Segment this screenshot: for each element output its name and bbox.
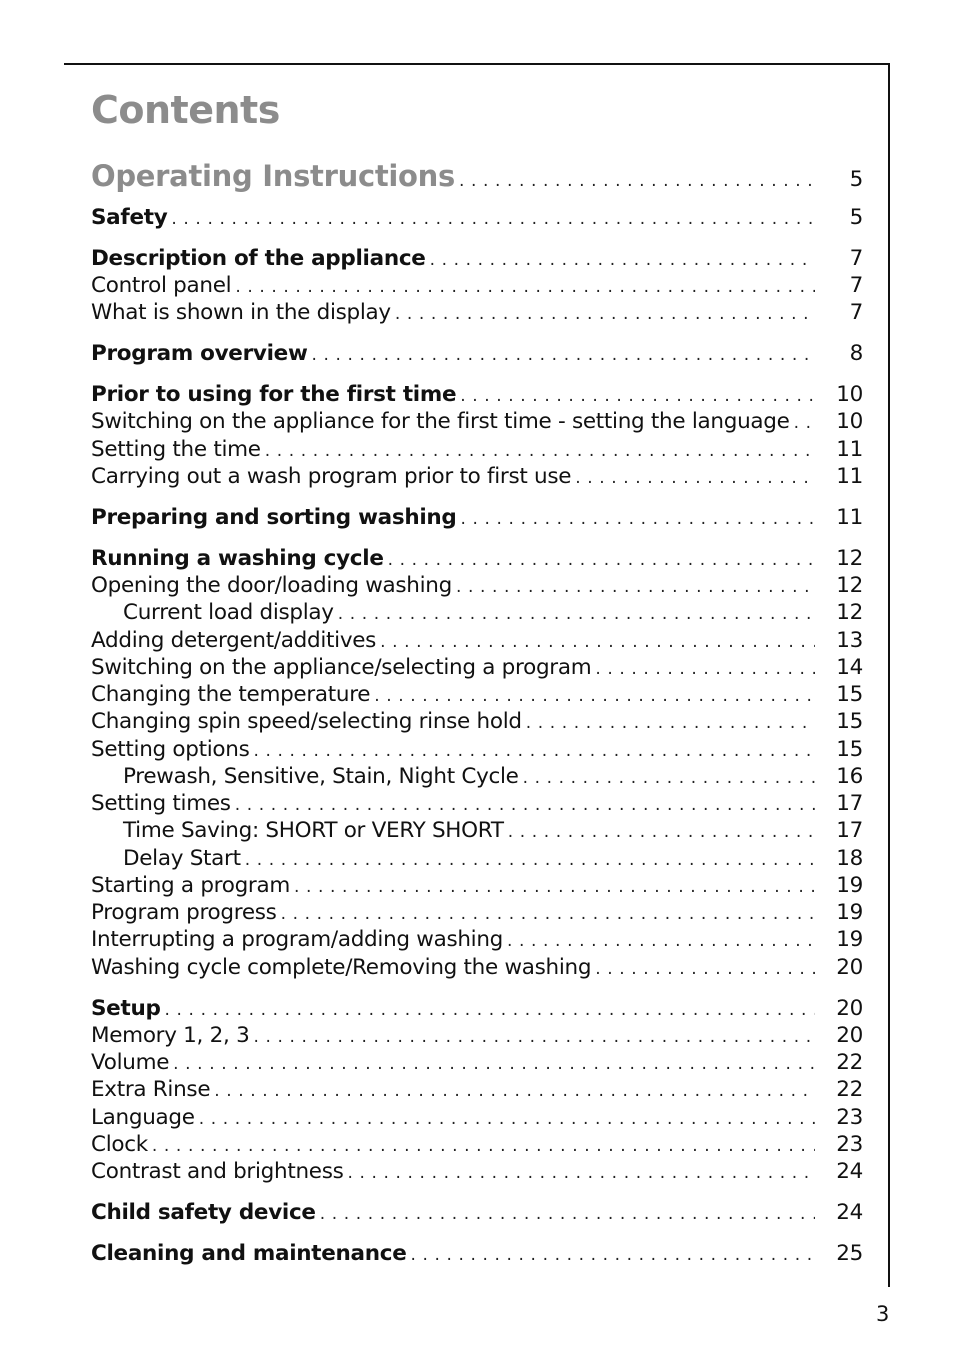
leader-dots xyxy=(461,506,815,533)
leader-dots xyxy=(380,629,815,656)
toc-entry-label: Changing the temperature xyxy=(91,682,371,707)
toc-entry[interactable] xyxy=(91,504,863,531)
toc-entry[interactable] xyxy=(91,708,863,735)
toc-entry-page: 25 xyxy=(836,1241,863,1266)
toc-entry[interactable] xyxy=(91,954,863,981)
toc-entry-label: Prior to using for the first time xyxy=(91,382,457,407)
leader-dots xyxy=(173,1051,815,1078)
toc-entry[interactable] xyxy=(91,1049,863,1076)
leader-dots xyxy=(459,163,815,199)
toc-entry[interactable] xyxy=(91,736,863,763)
leader-dots xyxy=(508,819,815,846)
leader-dots xyxy=(199,1106,815,1133)
toc-entry-page: 13 xyxy=(836,628,863,653)
leader-dots xyxy=(235,274,815,301)
toc-entry-page: 11 xyxy=(836,464,863,489)
toc-entry-label: What is shown in the display xyxy=(91,300,391,325)
leader-dots xyxy=(374,683,815,710)
toc-entry[interactable] xyxy=(91,681,863,708)
toc-entry-label: Setup xyxy=(91,996,161,1021)
toc-entry[interactable] xyxy=(91,245,863,272)
leader-dots xyxy=(253,1024,815,1051)
toc-entry-label: Prewash, Sensitive, Stain, Night Cycle xyxy=(123,764,519,789)
toc-entry-label: Child safety device xyxy=(91,1200,316,1225)
toc-entry-label: Carrying out a wash program prior to first use xyxy=(91,464,572,489)
toc-entry-label: Current load display xyxy=(123,600,334,625)
toc-entry-page: 8 xyxy=(849,341,863,366)
leader-dots xyxy=(281,901,815,928)
leader-dots xyxy=(794,410,815,437)
toc-entry-label: Switching on the appliance for the first time - setting the language xyxy=(91,409,790,434)
toc-entry[interactable] xyxy=(91,1240,863,1267)
leader-dots xyxy=(410,1242,815,1269)
toc-entry-page: 5 xyxy=(849,205,863,230)
toc-entry[interactable] xyxy=(91,1199,863,1226)
leader-dots xyxy=(312,342,815,369)
toc-entry[interactable] xyxy=(91,763,863,790)
toc-entry[interactable] xyxy=(91,1158,863,1185)
toc-entry-page: 15 xyxy=(836,709,863,734)
leader-dots xyxy=(294,874,815,901)
leader-dots xyxy=(214,1078,815,1105)
page-title: Contents xyxy=(91,88,280,132)
leader-dots xyxy=(165,997,815,1024)
leader-dots xyxy=(526,710,815,737)
leader-dots xyxy=(265,438,815,465)
leader-dots xyxy=(245,847,815,874)
leader-dots xyxy=(595,956,815,983)
toc-entry[interactable] xyxy=(91,204,863,231)
toc-entry-label: Adding detergent/additives xyxy=(91,628,377,653)
toc-entry-label: Running a washing cycle xyxy=(91,546,384,571)
leader-dots xyxy=(460,383,815,410)
toc-entry[interactable] xyxy=(91,1022,863,1049)
toc-entry-label: Starting a program xyxy=(91,873,290,898)
top-rule xyxy=(64,63,890,65)
toc-entry-page: 18 xyxy=(836,846,863,871)
toc-entry-page: 23 xyxy=(836,1105,863,1130)
toc-entry-label: Cleaning and maintenance xyxy=(91,1241,407,1266)
toc-entry[interactable] xyxy=(91,899,863,926)
toc-entry-label: Clock xyxy=(91,1132,148,1157)
toc-entry[interactable] xyxy=(91,1131,863,1158)
toc-entry-label: Description of the appliance xyxy=(91,246,426,271)
toc-entry-page: 5 xyxy=(849,167,863,192)
toc-entry-page: 24 xyxy=(836,1200,863,1225)
toc-entry-page: 12 xyxy=(836,600,863,625)
toc-entry-label: Language xyxy=(91,1105,195,1130)
toc-entry[interactable] xyxy=(91,436,863,463)
toc-entry-page: 23 xyxy=(836,1132,863,1157)
toc-entry[interactable] xyxy=(91,572,863,599)
toc-entry-page: 20 xyxy=(836,996,863,1021)
toc-entry-page: 20 xyxy=(836,955,863,980)
toc-entry-page: 10 xyxy=(836,382,863,407)
toc-entry-label: Setting options xyxy=(91,737,250,762)
toc-entry-label: Extra Rinse xyxy=(91,1077,211,1102)
leader-dots xyxy=(388,547,815,574)
toc-entry-page: 7 xyxy=(849,300,863,325)
toc-entry-label: Setting times xyxy=(91,791,231,816)
toc-entry[interactable] xyxy=(91,995,863,1022)
toc-entry-page: 15 xyxy=(836,737,863,762)
toc-entry-page: 17 xyxy=(836,791,863,816)
leader-dots xyxy=(348,1160,815,1187)
toc-entry-label: Safety xyxy=(91,205,168,230)
page-number: 3 xyxy=(876,1302,890,1326)
toc-entry-label: Delay Start xyxy=(123,846,241,871)
toc-entry-page: 7 xyxy=(849,273,863,298)
toc-entry-label: Opening the door/loading washing xyxy=(91,573,452,598)
toc-entry[interactable] xyxy=(91,1076,863,1103)
toc-entry[interactable] xyxy=(91,1104,863,1131)
toc-entry-page: 10 xyxy=(836,409,863,434)
toc-entry-page: 7 xyxy=(849,246,863,271)
leader-dots xyxy=(430,247,815,274)
toc-entry-page: 16 xyxy=(836,764,863,789)
toc-entry[interactable] xyxy=(91,381,863,408)
toc-entry-label: Operating Instructions xyxy=(91,159,455,193)
toc-entry-label: Memory 1, 2, 3 xyxy=(91,1023,250,1048)
toc-entry-page: 19 xyxy=(836,873,863,898)
toc-entry-label: Switching on the appliance/selecting a program xyxy=(91,655,592,680)
toc-entry[interactable] xyxy=(91,408,863,435)
toc-entry[interactable] xyxy=(91,463,863,490)
toc-entry-label: Setting the time xyxy=(91,437,261,462)
toc-entry-page: 12 xyxy=(836,546,863,571)
leader-dots xyxy=(320,1201,815,1228)
toc-entry-page: 24 xyxy=(836,1159,863,1184)
toc-entry-page: 11 xyxy=(836,505,863,530)
toc-entry-label: Interrupting a program/adding washing xyxy=(91,927,504,952)
toc-entry[interactable] xyxy=(91,545,863,572)
leader-dots xyxy=(456,574,815,601)
toc-entry[interactable] xyxy=(91,627,863,654)
toc-entry[interactable] xyxy=(91,599,863,626)
toc-entry[interactable] xyxy=(91,299,863,326)
leader-dots xyxy=(235,792,815,819)
leader-dots xyxy=(254,738,815,765)
toc-entry[interactable] xyxy=(91,340,863,367)
toc-entry[interactable] xyxy=(91,872,863,899)
toc-entry-label: Control panel xyxy=(91,273,232,298)
toc-entry-label: Volume xyxy=(91,1050,170,1075)
toc-entry-page: 19 xyxy=(836,900,863,925)
toc-entry-label: Washing cycle complete/Removing the washing xyxy=(91,955,592,980)
leader-dots xyxy=(152,1133,815,1160)
toc-entry-page: 19 xyxy=(836,927,863,952)
leader-dots xyxy=(395,301,815,328)
right-rule xyxy=(888,63,890,1287)
toc-entry-page: 14 xyxy=(836,655,863,680)
toc-entry-page: 11 xyxy=(836,437,863,462)
leader-dots xyxy=(575,465,815,492)
toc-entry[interactable] xyxy=(91,158,863,194)
toc-entry-label: Program overview xyxy=(91,341,308,366)
toc-entry-page: 20 xyxy=(836,1023,863,1048)
toc-entry[interactable] xyxy=(91,790,863,817)
leader-dots xyxy=(507,928,815,955)
toc-entry-page: 22 xyxy=(836,1077,863,1102)
toc-entry[interactable] xyxy=(91,272,863,299)
toc-entry-page: 12 xyxy=(836,573,863,598)
leader-dots xyxy=(523,765,815,792)
toc-entry-page: 17 xyxy=(836,818,863,843)
toc-entry-page: 15 xyxy=(836,682,863,707)
toc-entry[interactable] xyxy=(91,817,863,844)
toc-entry-label: Contrast and brightness xyxy=(91,1159,344,1184)
leader-dots xyxy=(338,601,815,628)
toc-entry-label: Preparing and sorting washing xyxy=(91,505,457,530)
toc-entry[interactable] xyxy=(91,845,863,872)
toc-entry-label: Program progress xyxy=(91,900,277,925)
toc-entry[interactable] xyxy=(91,926,863,953)
toc-entry-label: Time Saving: SHORT or VERY SHORT xyxy=(123,818,504,843)
toc-entry[interactable] xyxy=(91,654,863,681)
toc-entry-page: 22 xyxy=(836,1050,863,1075)
toc-entry-label: Changing spin speed/selecting rinse hold xyxy=(91,709,522,734)
leader-dots xyxy=(171,206,815,233)
leader-dots xyxy=(595,656,815,683)
